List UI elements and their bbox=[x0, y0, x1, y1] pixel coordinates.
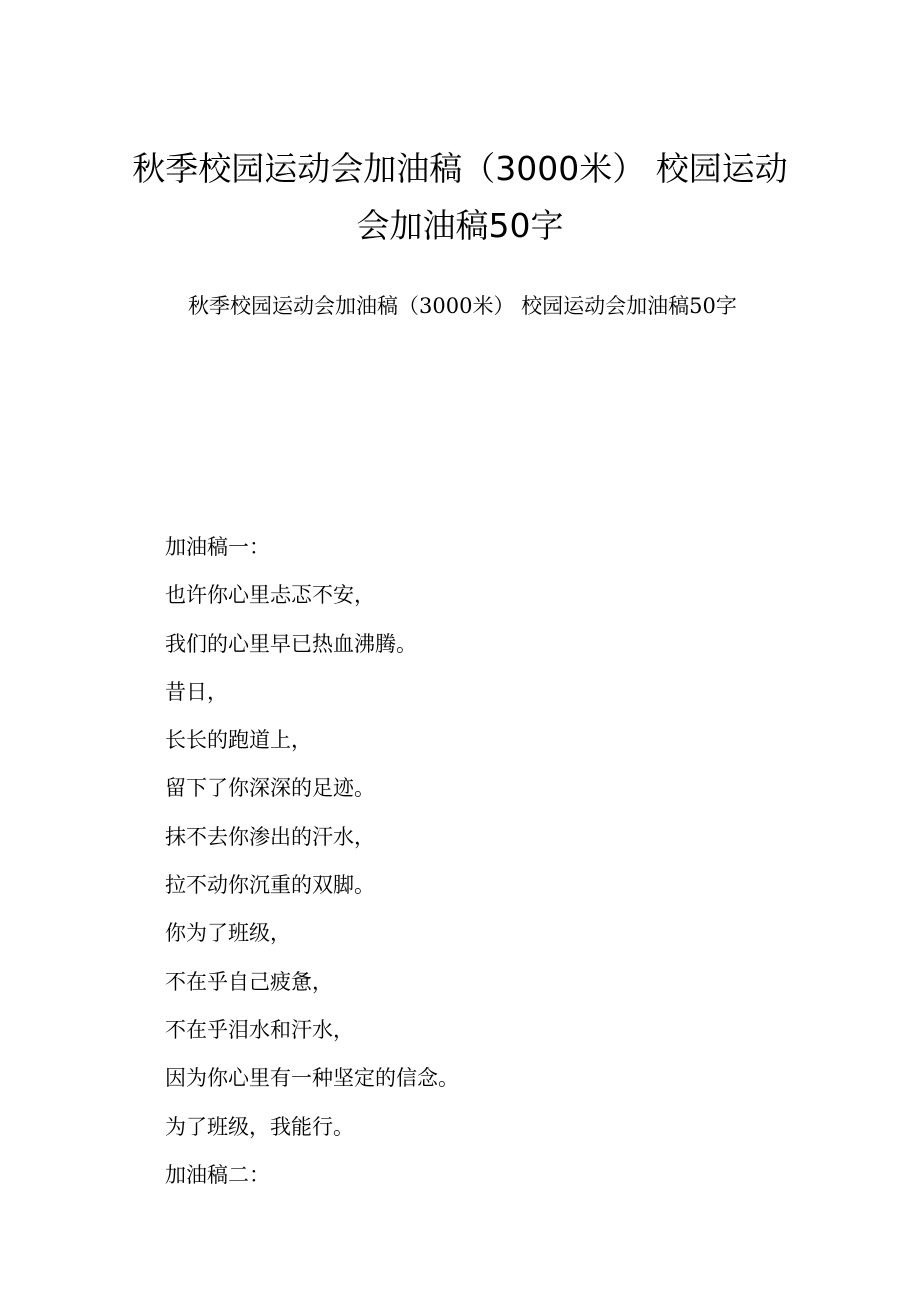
body-line: 长长的跑道上， bbox=[165, 728, 312, 753]
body-line: 也许你心里忐忑不安， bbox=[165, 583, 375, 608]
body-line: 昔日， bbox=[165, 679, 228, 704]
body-line: 不在乎自己疲惫， bbox=[165, 969, 333, 994]
body-line: 不在乎泪水和汗水， bbox=[165, 1017, 354, 1042]
body-line: 你为了班级， bbox=[165, 921, 291, 946]
body-line: 加油稿二： bbox=[165, 1162, 270, 1187]
body-line: 加油稿一： bbox=[165, 535, 270, 559]
body-line: 抹不去你渗出的汗水， bbox=[165, 824, 375, 849]
document-subtitle: 秋季校园运动会加油稿（3000米） 校园运动会加油稿50字 bbox=[188, 294, 737, 318]
body-line: 我们的心里早已热血沸腾。 bbox=[165, 631, 417, 656]
body-line: 拉不动你沉重的双脚。 bbox=[165, 873, 375, 898]
body-line: 留下了你深深的足迹。 bbox=[165, 776, 375, 801]
document-title: 秋季校园运动会加油稿（3000米） 校园运动会加油稿50字 bbox=[132, 149, 788, 245]
body-line: 为了班级，我能行。 bbox=[165, 1114, 354, 1139]
body-line: 因为你心里有一种坚定的信念。 bbox=[165, 1066, 459, 1091]
document-body bbox=[165, 523, 805, 1199]
